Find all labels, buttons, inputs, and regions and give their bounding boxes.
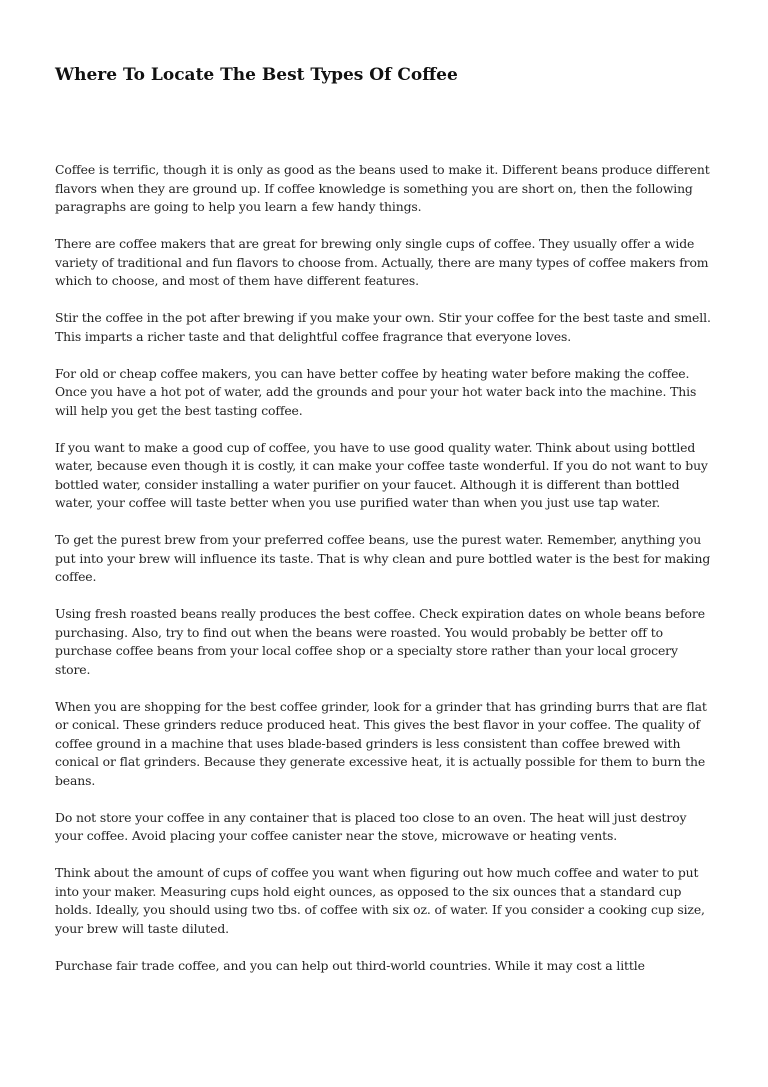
paragraph: To get the purest brew from your preferred coffee beans, use the purest water. Remember, anything you put into your brew will influence its taste. That is why clean and pure bottled water is the best for making coffee. <box>55 532 711 584</box>
paragraph: Coffee is terrific, though it is only as good as the beans used to make it. Different beans produce different flavors when they are ground up. If coffee knowledge is something you are short on, then the following paragraphs are going to help you learn a few handy things. <box>55 162 710 214</box>
document-body <box>55 161 715 994</box>
paragraph: Think about the amount of cups of coffee you want when figuring out how much coffee and water to put into your maker. Measuring cups hold eight ounces, as opposed to the six ounces that a standard cup holds. Ideally, you should using two tbs. of coffee with six oz. of water. If you consider a cooking cup size, your brew will taste diluted. <box>55 865 705 936</box>
paragraph: Stir the coffee in the pot after brewing if you make your own. Stir your coffee for the best taste and smell. This imparts a richer taste and that delightful coffee fragrance that everyone loves. <box>55 310 711 344</box>
paragraph: Purchase fair trade coffee, and you can help out third-world countries. While it may cost a little <box>55 957 645 973</box>
paragraph: Do not store your coffee in any container that is placed too close to an oven. The heat will just destroy your coffee. Avoid placing your coffee canister near the stove, microwave or heating vents. <box>55 809 687 843</box>
paragraph: If you want to make a good cup of coffee, you have to use good quality water. Think about using bottled water, because even though it is costly, it can make your coffee taste wonderful. If you do not want to buy bottled water, consider installing a water purifier on your faucet. Although it is different than bottled water, your coffee will taste better when you use purified water than when you just use tap water. <box>55 439 708 510</box>
paragraph: Using fresh roasted beans really produces the best coffee. Check expiration dates on whole beans before purchasing. Also, try to find out when the beans were roasted. You would probably be better off to purchase coffee beans from your local coffee shop or a specialty store rather than your local grocery store. <box>55 606 705 677</box>
document-title: Where To Locate The Best Types Of Coffee <box>55 65 458 85</box>
paragraph: For old or cheap coffee makers, you can have better coffee by heating water before making the coffee. Once you have a hot pot of water, add the grounds and pour your hot water back into the machine. This will help you get the best tasting coffee. <box>55 365 697 418</box>
paragraph: There are coffee makers that are great for brewing only single cups of coffee. They usually offer a wide variety of traditional and fun flavors to choose from. Actually, there are many types of coffee makers from which to choose, and most of them have different features. <box>55 236 709 288</box>
paragraph: When you are shopping for the best coffee grinder, look for a grinder that has grinding burrs that are flat or conical. These grinders reduce produced heat. This gives the best flavor in your coffee. The quality of coffee ground in a machine that uses blade-based grinders is less consistent than coffee brewed with conical or flat grinders. Because they generate excessive heat, it is actually possible for them to burn the beans. <box>55 698 707 788</box>
